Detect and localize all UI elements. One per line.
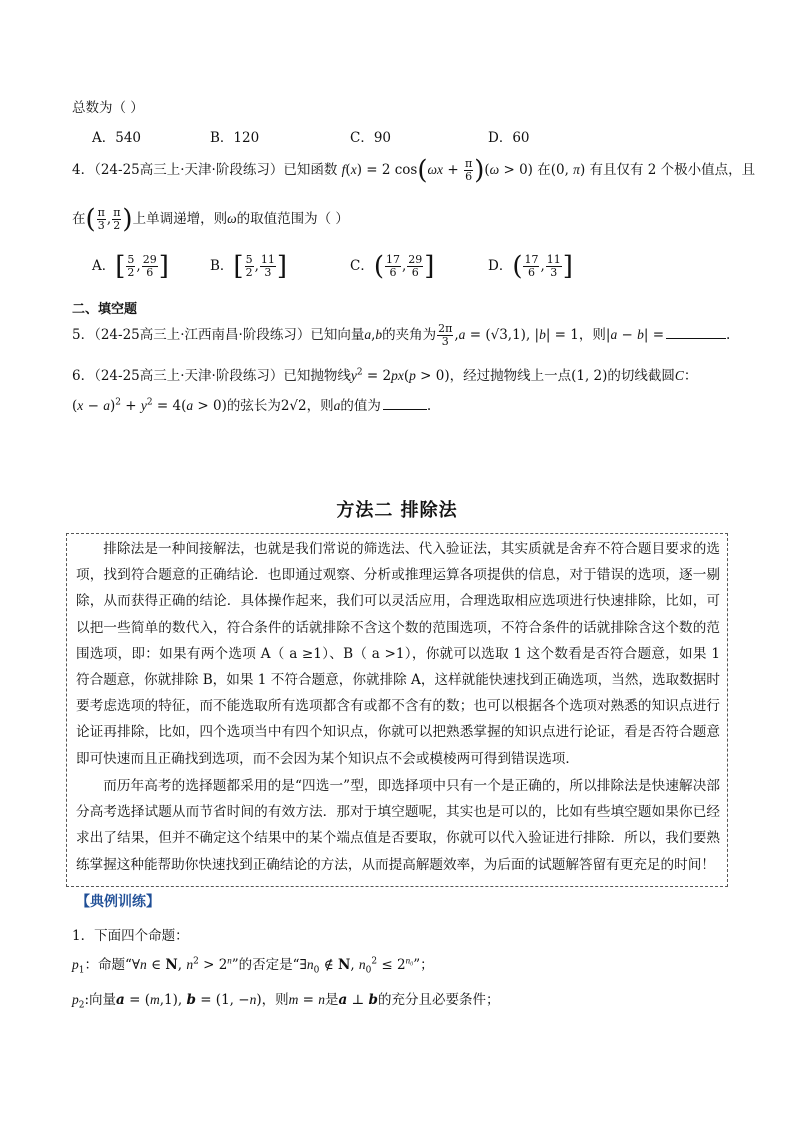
q3-option-b: B．120	[210, 130, 260, 146]
ex1-intro: 1．下面四个命题：	[72, 928, 189, 944]
q4-option-b: B．[ $\frac{5}{2}$ , $\frac{11}{3}$ ]	[210, 251, 288, 282]
ex1-p2: $p_2$:向量a = (m,1), b = (1, −n)，则m = n是a ⊥ b的充分且必要条件；	[72, 992, 500, 1011]
ex1-p1: $p_1$：命题“∀n ∈ N, $n^2 > 2^n$”的否定是“$\exists n_0$ ∉ N, $n_0^2 \le 2^{n_0}$”；	[72, 955, 434, 976]
q3-option-d: D．60	[488, 130, 530, 146]
q4-line1: 4．（24-25高三上·天津·阶段练习）已知函数 f(x) = 2 cos(ωx + $\frac{\pi}{6}$ )(ω > 0) 在(0, π) 有且仅有 2 个极小值点，且	[72, 155, 756, 186]
q4-option-d: D．( $\frac{17}{6}$ , $\frac{11}{3}$ ]	[488, 251, 573, 282]
q4-line2: 在( $\frac{\pi}{3}$ , $\frac{\pi}{2}$ )上单调递增，则ω的取值范围为（ ）	[72, 204, 349, 235]
method-title: 方法二 排除法	[336, 500, 458, 521]
q6-line1: 6．（24-25高三上·天津·阶段练习）已知抛物线$y^2 = 2px(p > 0)$，经过抛物线上一点(1, 2)的切线截圆C：	[72, 367, 698, 384]
method-paragraph-2: 而历年高考的选择题都采用的是“四选一”型，即选择项中只有一个是正确的，所以排除法是快速解决部分高考选择试题从而节省时间的有效方法．那对于填空题呢，其实也是可以的，比如有些填空题如果你已经求出了结果，但并不确定这个结果中的某个端点值是否要取，你就可以代入验证进行排除．所以，我们要熟练掌握这种能帮助你快速找到正确结论的方法，从而提高解题效率，为后面的试题解答留有更充足的时间！	[76, 778, 720, 873]
q3-tail: 总数为（ ）	[72, 100, 144, 116]
example-title: 【典例训练】	[76, 894, 160, 910]
q3-option-c: C．90	[350, 130, 392, 146]
q3-option-a: A．540	[92, 130, 142, 146]
q5-line: 5．（24-25高三上·江西南昌·阶段练习）已知向量a,b的夹角为 $\frac{2\pi}{3}$ ,a = (√3,1), |b| = 1，则|a − b| = .	[72, 322, 731, 348]
q6-line2: $(x - a)^2 + y^2 = 4(a > 0)$的弦长为2√2，则a的值为 .	[72, 397, 432, 414]
q4-function: f	[341, 162, 346, 177]
method-paragraph-1: 排除法是一种间接解法，也就是我们常说的筛选法、代入验证法，其实质就是舍弃不符合题目要求的选项，找到符合题意的正确结论．也即通过观察、分析或推理运算各项提供的信息，对于错误的选项，逐一剔除，从而获得正确的结论．具体操作起来，我们可以灵活应用，合理选取相应选项进行快速排除，比如，可以把一些简单的数代入，符合条件的话就排除不含这个数的范围选项，不符合条件的话就排除含这个数的范围选项，即：如果有两个选项 A（ a ≥1）、B（ a >1），你就可以选取 1 这个数看是否符合题意，如果 1 符合题意，你就排除 B，如果 1 不符合题意，你就排除 A，这样就能快速找到正确选项，当然，选取数据时要考虑选项的特征，而不能选取所有选项都含有或都不含有的数；也可以根据各个选项对熟悉的知识点进行论证再排除，比如，四个选项当中有四个知识点，你就可以把熟悉掌握的知识点进行论证，看是否符合题意即可快速而且正确找到选项，而不会因为某个知识点不会或模棱两可得到错误选项．	[76, 541, 720, 767]
q4-option-c: C．( $\frac{17}{6}$ , $\frac{29}{6}$ ]	[350, 251, 435, 282]
section-fill-title: 二、填空题	[72, 302, 138, 317]
q4-option-a: A．[ $\frac{5}{2}$ , $\frac{29}{6}$ ]	[92, 251, 169, 282]
